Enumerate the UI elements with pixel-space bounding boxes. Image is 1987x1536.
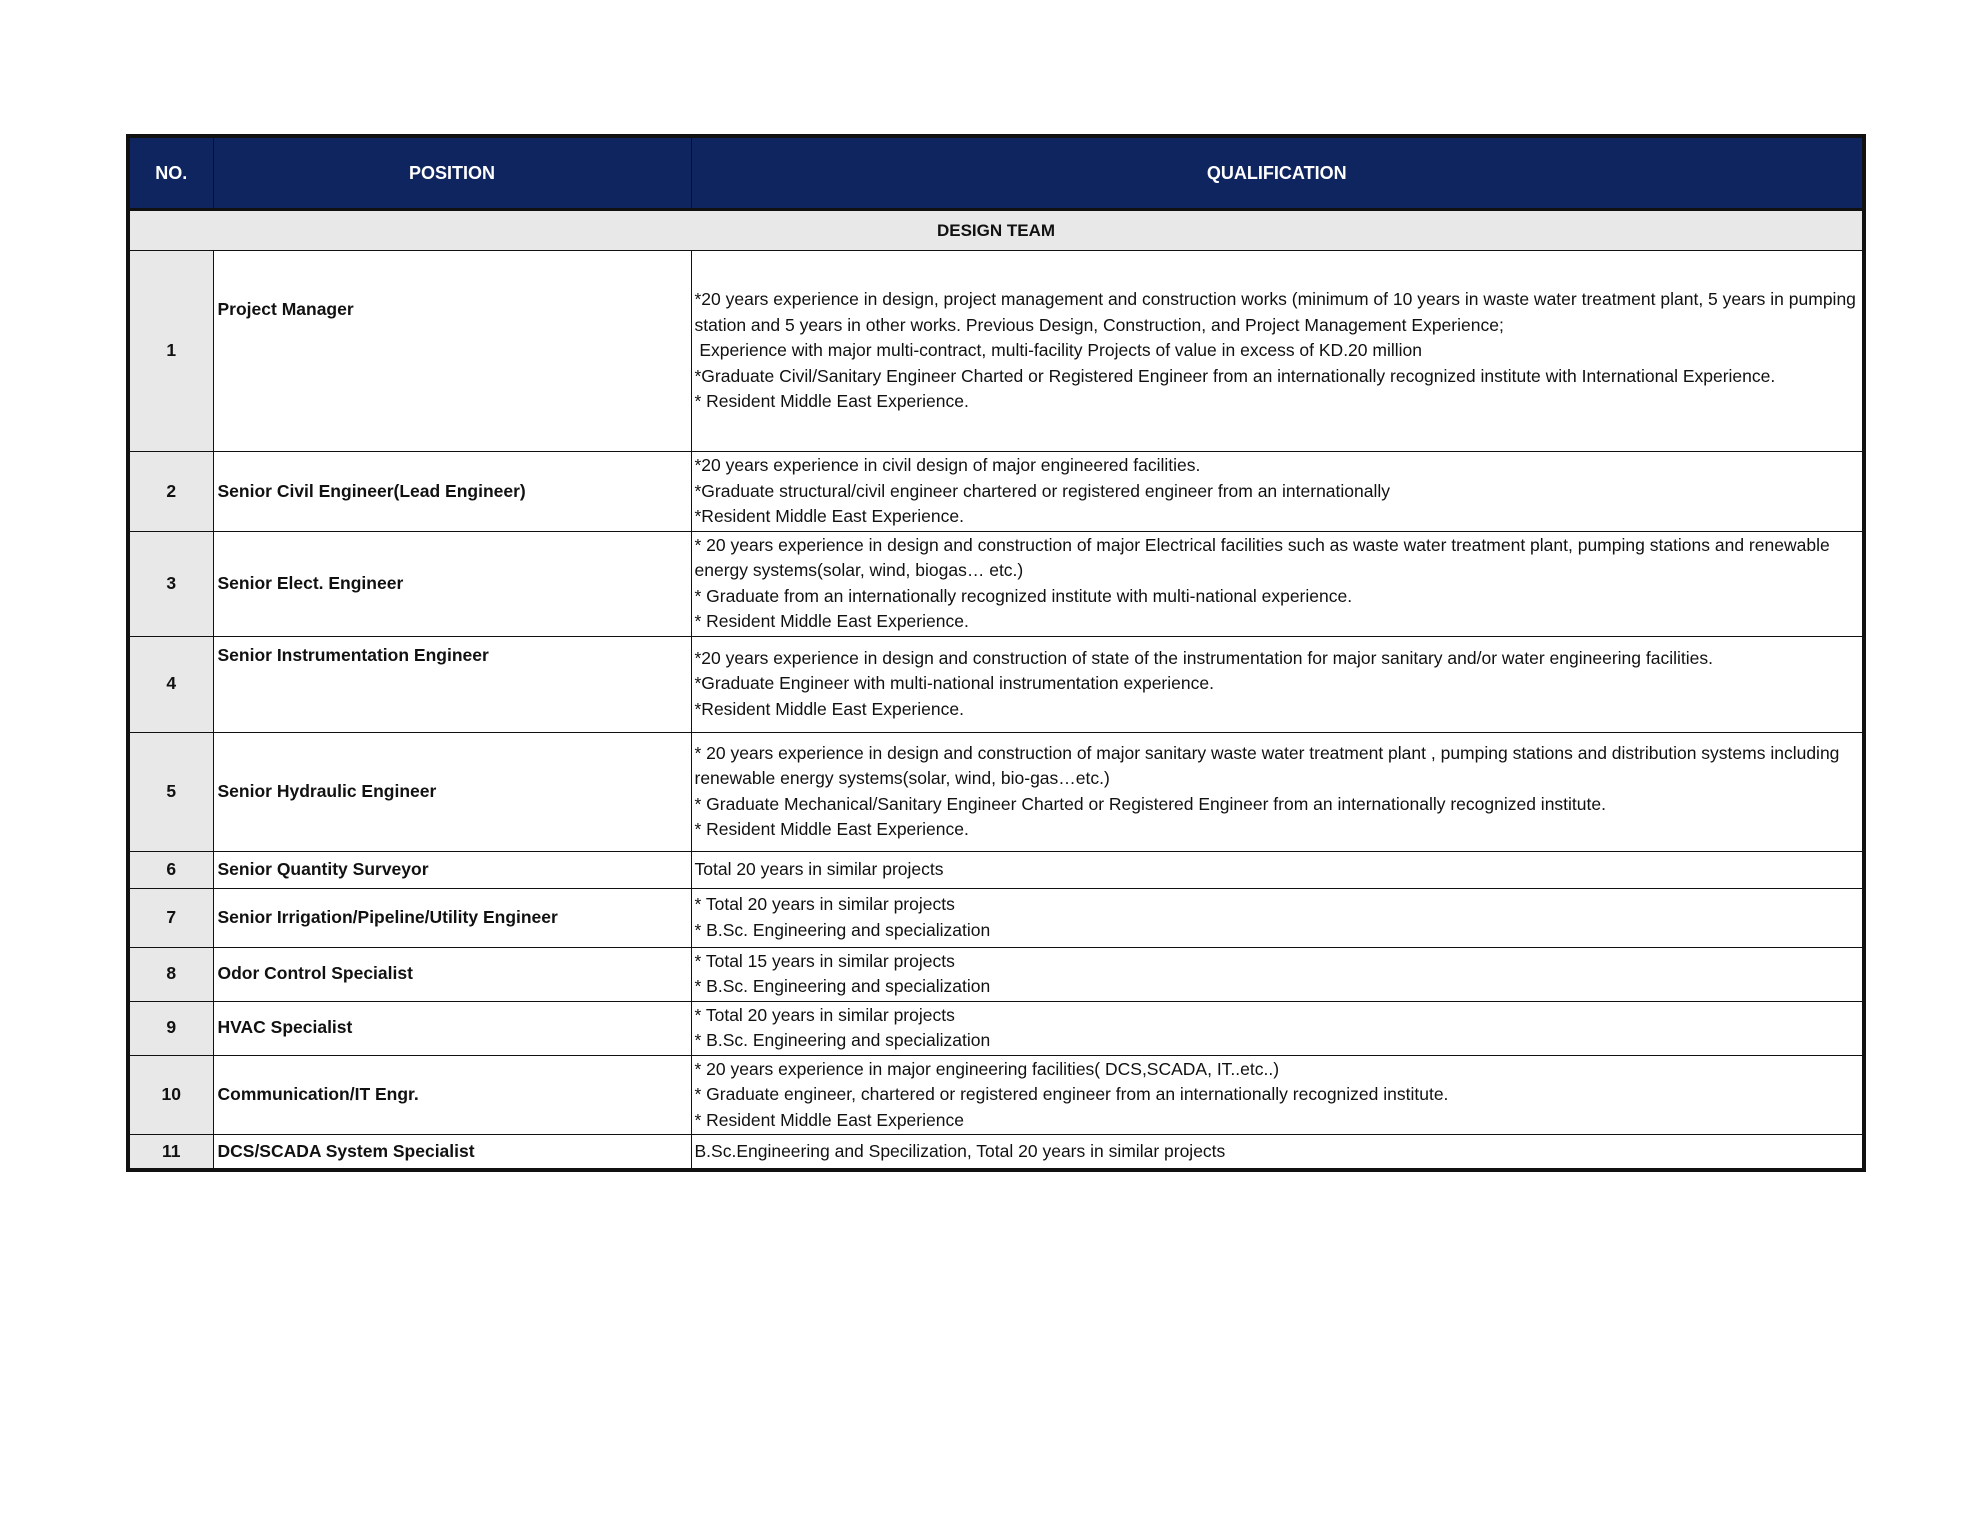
qualification-line: *20 years experience in civil design of major engineered facilities. (694, 455, 1201, 475)
table-row (130, 531, 1862, 636)
qualification-line: Total 20 years in similar projects (694, 858, 944, 879)
staffing-table-sheet (126, 134, 1866, 1172)
qualification-line: * Graduate engineer, chartered or registered engineer from an internationally recognized institute. (694, 1084, 1449, 1104)
row-position: HVAC Specialist (213, 1001, 691, 1055)
qualification-line: *20 years experience in design, project management and construction works (minimum of 10 years in waste water treatment plant, 5 years in pumping station and 5 years in other works. Previous Design, Construction, and Project Management Experience; (694, 289, 1856, 335)
qualification-line: *Graduate structural/civil engineer chartered or registered engineer from an internationally (694, 480, 1391, 501)
table-row (130, 732, 1862, 851)
table-row (130, 851, 1862, 888)
row-qualification (691, 1135, 1862, 1169)
row-qualification (691, 947, 1862, 1001)
row-position: Communication/IT Engr. (213, 1055, 691, 1135)
qualification-line: * Resident Middle East Experience (694, 1109, 964, 1130)
row-qualification (691, 251, 1862, 452)
row-number: 4 (130, 636, 213, 732)
header-row (130, 138, 1862, 210)
row-qualification (691, 636, 1862, 732)
row-number: 7 (130, 888, 213, 947)
qualification-line: * 20 years experience in design and construction of major Electrical facilities such as waste water treatment plant, pumping stations and renewable energy systems(solar, wind, biogas… etc.) (694, 534, 1830, 580)
qualification-line: B.Sc.Engineering and Specilization, Total 20 years in similar projects (694, 1140, 1226, 1161)
qualification-line: * Total 20 years in similar projects (694, 1004, 955, 1025)
row-number: 3 (130, 531, 213, 636)
qualification-line: * Graduate from an internationally recognized institute with multi-national experience. (694, 585, 1353, 606)
row-number: 5 (130, 732, 213, 851)
table-row (130, 1135, 1862, 1169)
qualification-line: * B.Sc. Engineering and specialization (694, 976, 991, 996)
row-position: Senior Elect. Engineer (213, 531, 691, 636)
table-header (130, 138, 1862, 210)
qualification-line: * B.Sc. Engineering and specialization (694, 1030, 991, 1050)
qualification-line: * Total 20 years in similar projects (694, 894, 955, 914)
qualification-line: * Resident Middle East Experience. (694, 391, 969, 412)
qualification-line: *Resident Middle East Experience. (694, 698, 964, 719)
table-row (130, 888, 1862, 947)
row-position: Senior Civil Engineer(Lead Engineer) (213, 452, 691, 532)
row-qualification (691, 888, 1862, 947)
table-row (130, 636, 1862, 732)
qualification-line: * 20 years experience in design and construction of major sanitary waste water treatment plant , pumping stations and distribution systems including renewable energy systems(solar, wind, bio-gas…etc.) (694, 742, 1840, 788)
table-row (130, 251, 1862, 452)
qualification-table (130, 138, 1862, 1168)
row-position: DCS/SCADA System Specialist (213, 1135, 691, 1169)
row-number: 6 (130, 851, 213, 888)
row-position: Odor Control Specialist (213, 947, 691, 1001)
header-qualification: QUALIFICATION (691, 138, 1862, 210)
table-body (130, 210, 1862, 1169)
qualification-line: *Graduate Civil/Sanitary Engineer Charted or Registered Engineer from an internationally recognized institute with International Experience. (694, 365, 1776, 386)
row-qualification (691, 1055, 1862, 1135)
qualification-line: * Resident Middle East Experience. (694, 611, 969, 631)
row-qualification (691, 1001, 1862, 1055)
row-number: 2 (130, 452, 213, 532)
row-qualification (691, 531, 1862, 636)
section-row (130, 210, 1862, 251)
row-position: Senior Instrumentation Engineer (213, 636, 691, 732)
row-position: Senior Quantity Surveyor (213, 851, 691, 888)
row-number: 1 (130, 251, 213, 452)
qualification-line: * Graduate Mechanical/Sanitary Engineer Charted or Registered Engineer from an internationally recognized institute. (694, 793, 1606, 814)
table-row (130, 947, 1862, 1001)
row-number: 10 (130, 1055, 213, 1135)
row-position: Project Manager (213, 251, 691, 452)
row-number: 8 (130, 947, 213, 1001)
table-row (130, 1001, 1862, 1055)
table-row (130, 452, 1862, 532)
row-position: Senior Irrigation/Pipeline/Utility Engineer (213, 888, 691, 947)
row-qualification (691, 452, 1862, 532)
section-title: DESIGN TEAM (130, 210, 1862, 251)
qualification-line: *Graduate Engineer with multi-national instrumentation experience. (694, 673, 1214, 694)
qualification-line: * Total 15 years in similar projects (694, 950, 955, 971)
qualification-line: *20 years experience in design and construction of state of the instrumentation for major sanitary and/or water engineering facilities. (694, 647, 1713, 668)
row-qualification (691, 732, 1862, 851)
row-number: 9 (130, 1001, 213, 1055)
qualification-line: * Resident Middle East Experience. (694, 819, 969, 839)
row-qualification (691, 851, 1862, 888)
header-position: POSITION (213, 138, 691, 210)
row-position: Senior Hydraulic Engineer (213, 732, 691, 851)
table-row (130, 1055, 1862, 1135)
qualification-line: Experience with major multi-contract, multi-facility Projects of value in excess of KD.20 million (694, 340, 1422, 361)
row-number: 11 (130, 1135, 213, 1169)
header-no: NO. (130, 138, 213, 210)
qualification-line: * 20 years experience in major engineering facilities( DCS,SCADA, IT..etc..) (694, 1058, 1280, 1079)
qualification-line: *Resident Middle East Experience. (694, 506, 964, 526)
qualification-line: * B.Sc. Engineering and specialization (694, 919, 991, 940)
